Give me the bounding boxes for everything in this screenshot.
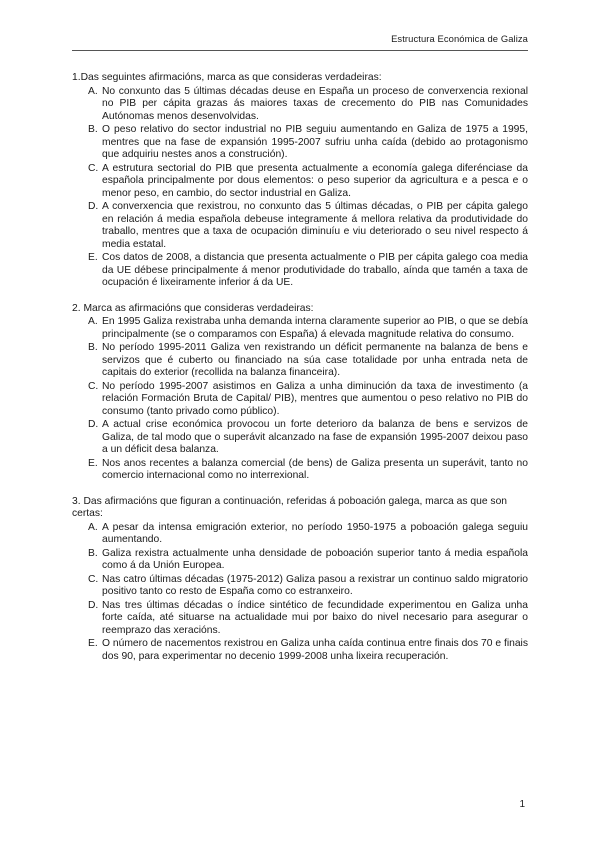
- option-text: No conxunto das 5 últimas décadas deuse en España un proceso de converxencia rexional no PIB per cápita grazas ás maiores taxas de crecemento do PIB nas Comunidades Autónomas menos desenvolvidas.: [102, 85, 528, 122]
- option-letter: D.: [88, 419, 99, 430]
- question-1: [72, 72, 528, 290]
- option-text: O número de nacementos rexistrou en Galiza unha caída continua entre finais dos 70 e finais dos 90, para experimentar no decenio 1999-2008 unha lixeira recuperación.: [102, 638, 528, 662]
- option-1d: [72, 201, 528, 251]
- option-1b: [72, 124, 528, 162]
- option-letter: B.: [88, 124, 98, 135]
- option-text: A converxencia que rexistrou, no conxunto das 5 últimas décadas, o PIB per cápita galego en relación á media española debeuse integramente á mellora relativa da produtividade do traballo, mentres que a taxa de ocupación diminuíu e viu deteriorado o seu nivel respecto á media estatal.: [102, 201, 528, 250]
- option-letter: E.: [88, 457, 98, 469]
- option-1c: [72, 163, 528, 201]
- option-2c: [72, 381, 528, 419]
- option-3c: [72, 574, 528, 599]
- option-text: No período 1995-2011 Galiza ven rexistrando un déficit permanente na balanza de bens e servizos que é cuberto ou financiado na súa case totalidade por unha entrada neta de capitais do exterior (recollida na balanza financeira).: [102, 342, 528, 378]
- option-text: A estrutura sectorial do PIB que presenta actualmente a economía galega diferénciase da española principalmente por dous elementos: o peso superior da agricultura e a pesca e o menor peso, en cambio, do sector industrial en Galiza.: [102, 162, 528, 199]
- document-body: [72, 72, 528, 676]
- option-letter: B.: [88, 342, 98, 353]
- page-number: 1: [519, 799, 525, 810]
- option-3a: [72, 522, 528, 547]
- option-2a: [72, 316, 528, 341]
- option-3b: [72, 548, 528, 573]
- option-letter: C.: [88, 162, 99, 174]
- option-text: Galiza rexistra actualmente unha densidade de poboación superior tanto á media española como á da Unión Europea.: [102, 547, 528, 571]
- option-letter: B.: [88, 547, 98, 559]
- option-2e: [72, 458, 528, 483]
- option-letter: D.: [88, 201, 99, 212]
- question-stem: 3. Das afirmacións que figuran a continuación, referidas á poboación galega, marca as que son certas:: [72, 495, 508, 519]
- option-1e: [72, 252, 528, 290]
- option-text: En 1995 Galiza rexistraba unha demanda interna claramente superior ao PIB, o que se debía principalmente (se o comparamos con España) á elevada magnitude relativa do consumo.: [102, 316, 528, 340]
- running-header: Estructura Económica de Galiza: [391, 33, 528, 44]
- option-text: No período 1995-2007 asistimos en Galiza a unha diminución da taxa de investimento (a relación Formación Bruta de Capital/ PIB), mentres que aumentou o peso relativo no PIB do consumo (tanto privado como público).: [102, 380, 528, 417]
- option-letter: D.: [88, 599, 99, 611]
- option-letter: C.: [88, 573, 99, 585]
- option-3e: [72, 638, 528, 663]
- question-stem: 2. Marca as afirmacións que consideras verdadeiras:: [72, 302, 314, 314]
- option-2d: [72, 419, 528, 457]
- option-2b: [72, 342, 528, 380]
- option-text: Nas tres últimas décadas o índice sintético de fecundidade experimentou en Galiza unha forte caída, até situarse na actualidade mui por baixo do nivel necesario para asegurar o reemprazo das xeracións.: [102, 599, 528, 636]
- option-letter: A.: [88, 316, 98, 327]
- option-text: Nos anos recentes a balanza comercial (de bens) de Galiza presenta un superávit, tanto no comercio internacional como no interrexional.: [102, 457, 528, 481]
- option-text: Cos datos de 2008, a distancia que presenta actualmente o PIB per cápita galego coa media da UE débese principalmente á menor produtividade do traballo, aínda que tamén a taxa de ocupación é lixeiramente inferior á da UE.: [102, 252, 528, 288]
- option-letter: A.: [88, 85, 98, 97]
- option-text: A actual crise económica provocou un forte deterioro da balanza de bens e servizos de Galiza, de tal modo que o superávit alcanzado na fase de expansión 1995-2007 deixou paso a un déficit desa balanza.: [102, 419, 528, 455]
- header-rule: [72, 50, 528, 51]
- option-1a: [72, 86, 528, 124]
- option-letter: C.: [88, 380, 99, 392]
- option-letter: A.: [88, 521, 98, 533]
- option-text: Nas catro últimas décadas (1975-2012) Galiza pasou a rexistrar un continuo saldo migratorio positivo tanto co resto de España como co estranxeiro.: [102, 573, 528, 597]
- question-3: [72, 496, 528, 664]
- option-letter: E.: [88, 252, 98, 263]
- option-letter: E.: [88, 638, 98, 649]
- option-text: A pesar da intensa emigración exterior, no período 1950-1975 a poboación galega seguiu aumentando.: [102, 521, 528, 545]
- option-text: O peso relativo do sector industrial no PIB seguiu aumentando en Galiza de 1975 a 1995, mentres que na fase de expansión 1995-2007 sufriu unha caída (debido ao protagonismo que adquiriu nestes anos a construción).: [102, 124, 528, 160]
- option-3d: [72, 600, 528, 638]
- question-stem: 1.Das seguintes afirmacións, marca as que consideras verdadeiras:: [72, 72, 382, 83]
- question-2: [72, 303, 528, 483]
